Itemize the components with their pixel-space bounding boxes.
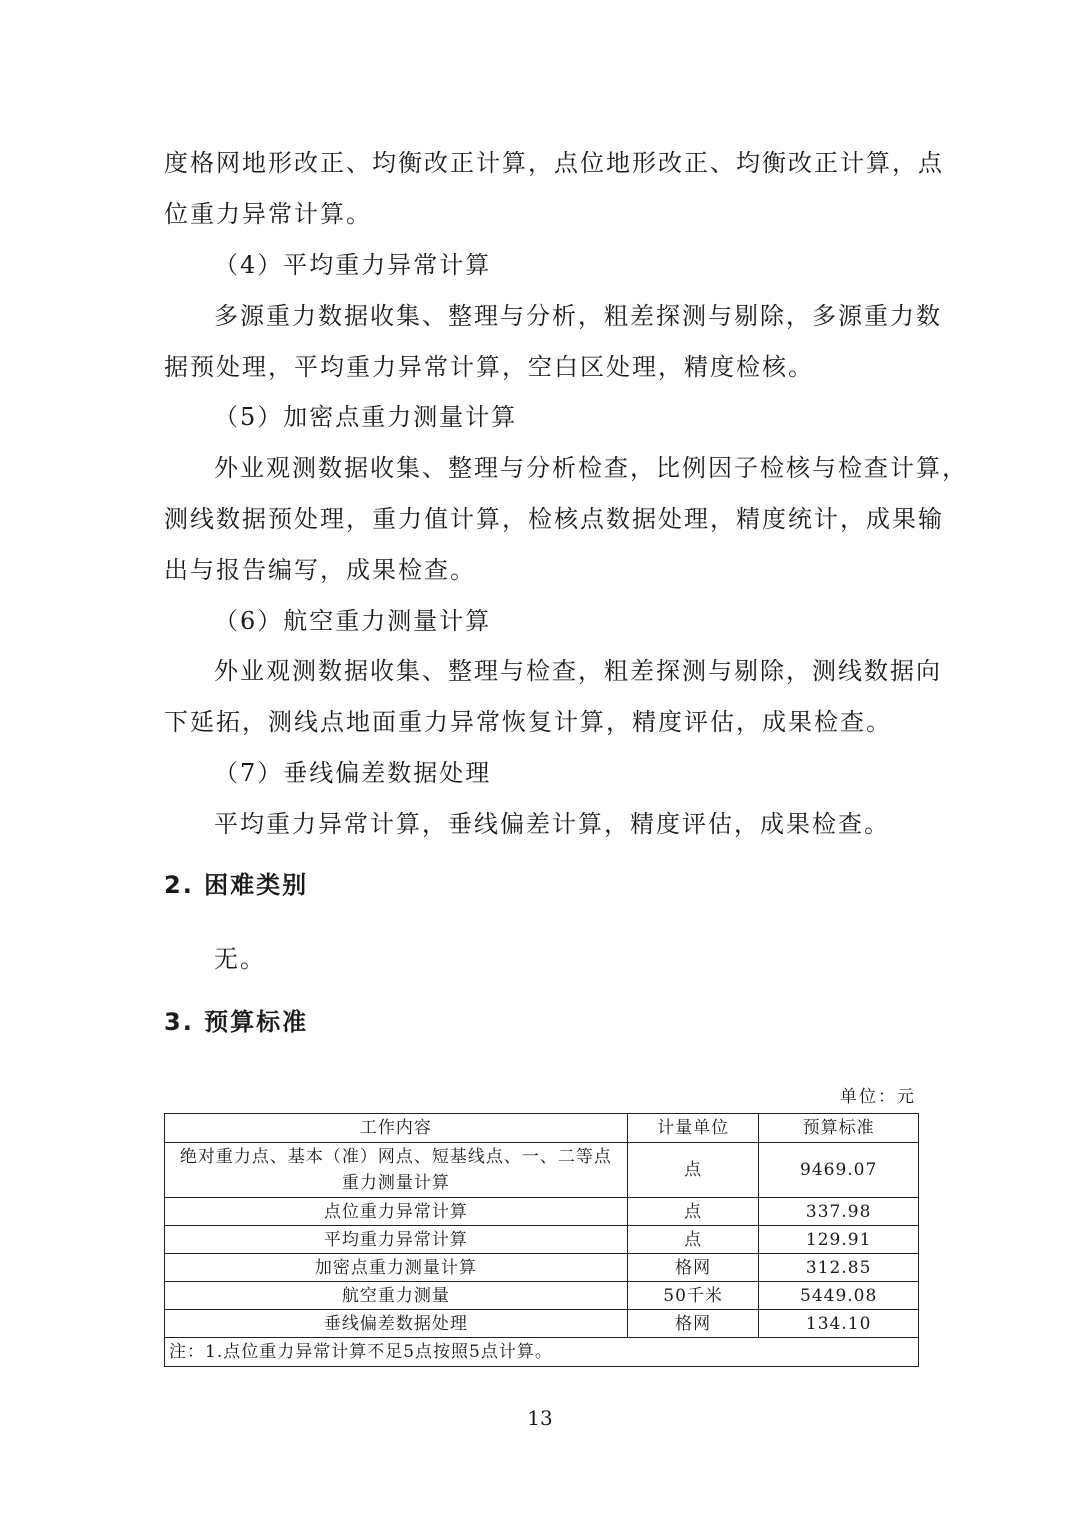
table-cell-value: 337.98 — [759, 1198, 919, 1226]
budget-table — [164, 1113, 919, 1367]
table-row — [165, 1198, 919, 1226]
table-header-cell: 工作内容 — [165, 1114, 628, 1143]
table-cell-content: 平均重力异常计算 — [165, 1226, 628, 1254]
table-cell-value: 312.85 — [759, 1254, 919, 1282]
table-cell-content: 加密点重力测量计算 — [165, 1254, 628, 1282]
body-paragraph-line: 度格网地形改正、均衡改正计算，点位地形改正、均衡改正计算，点 — [164, 149, 944, 177]
body-paragraph-line: 位重力异常计算。 — [164, 200, 372, 228]
table-row — [165, 1282, 919, 1310]
subsection-title: （5）加密点重力测量计算 — [214, 403, 518, 431]
table-cell-value: 134.10 — [759, 1310, 919, 1338]
table-cell-value: 9469.07 — [759, 1143, 919, 1198]
table-header-cell: 计量单位 — [627, 1114, 759, 1143]
table-row — [165, 1143, 919, 1198]
table-cell-value: 5449.08 — [759, 1282, 919, 1310]
body-paragraph-line: 出与报告编写，成果检查。 — [164, 556, 476, 584]
table-cell-content-line: 重力测量计算 — [341, 1173, 450, 1193]
table-unit-label: 单位：元 — [840, 1087, 916, 1107]
table-cell-unit: 50千米 — [627, 1282, 759, 1310]
table-cell-content-line: 绝对重力点、基本（准）网点、短基线点、一、二等点 — [179, 1147, 612, 1167]
table-cell-value: 129.91 — [759, 1226, 919, 1254]
subsection-title: （6）航空重力测量计算 — [214, 607, 492, 635]
body-paragraph-line: 测线数据预处理，重力值计算，检核点数据处理，精度统计，成果输 — [164, 505, 944, 533]
table-cell-unit: 点 — [627, 1226, 759, 1254]
subsection-title: （4）平均重力异常计算 — [214, 251, 492, 279]
table-cell-unit: 格网 — [627, 1310, 759, 1338]
body-paragraph-line: 多源重力数据收集、整理与分析，粗差探测与剔除，多源重力数 — [214, 302, 942, 330]
body-paragraph-line: 外业观测数据收集、整理与分析检查，比例因子检核与检查计算， — [214, 454, 968, 482]
table-cell-unit: 点 — [627, 1198, 759, 1226]
table-row — [165, 1310, 919, 1338]
table-cell-content: 航空重力测量 — [165, 1282, 628, 1310]
section-body-text: 无。 — [214, 945, 266, 973]
table-note-row — [165, 1338, 919, 1367]
section-heading-budget: 3. 预算标准 — [164, 1008, 309, 1036]
table-header-cell: 预算标准 — [759, 1114, 919, 1143]
body-paragraph-line: 据预处理，平均重力异常计算，空白区处理，精度检核。 — [164, 353, 814, 381]
table-cell-content: 点位重力异常计算 — [165, 1198, 628, 1226]
subsection-title: （7）垂线偏差数据处理 — [214, 759, 492, 787]
body-paragraph-line: 外业观测数据收集、整理与检查，粗差探测与剔除，测线数据向 — [214, 657, 942, 685]
page-number: 13 — [527, 1406, 553, 1430]
section-heading-difficulty: 2. 困难类别 — [164, 871, 309, 899]
body-paragraph-line: 下延拓，测线点地面重力异常恢复计算，精度评估，成果检查。 — [164, 708, 892, 736]
table-cell-unit: 点 — [627, 1143, 759, 1198]
body-paragraph-line: 平均重力异常计算，垂线偏差计算，精度评估，成果检查。 — [214, 810, 890, 838]
table-header-row — [165, 1114, 919, 1143]
table-cell-content — [165, 1143, 628, 1198]
table-cell-unit: 格网 — [627, 1254, 759, 1282]
table-row — [165, 1226, 919, 1254]
table-row — [165, 1254, 919, 1282]
table-note: 注：1.点位重力异常计算不足5点按照5点计算。 — [165, 1338, 919, 1367]
table-cell-content: 垂线偏差数据处理 — [165, 1310, 628, 1338]
